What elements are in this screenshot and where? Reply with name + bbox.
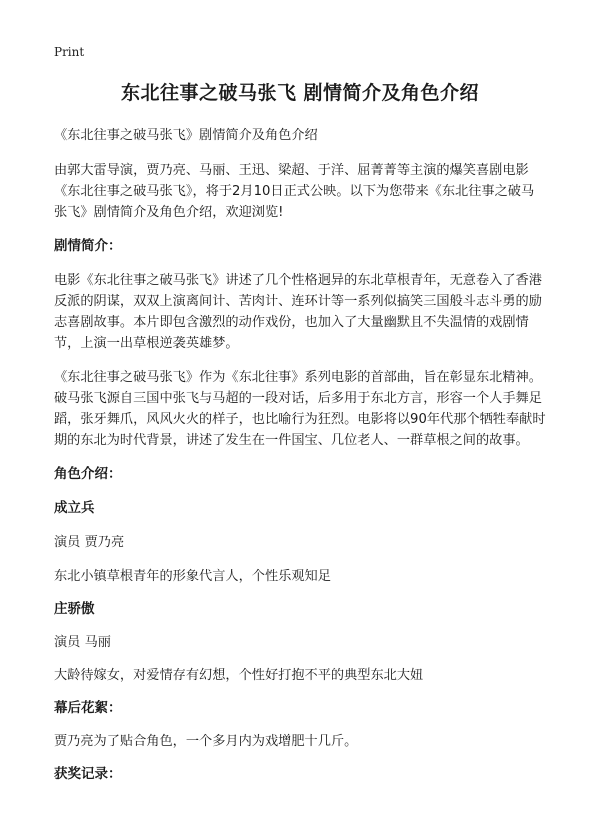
trivia-heading: 幕后花絮： (54, 700, 122, 716)
plot-paragraph: 电影《东北往事之破马张飞》讲述了几个性格迥异的东北草根青年，无意卷入了香港反派的阴谋，双双上演离间计、苦肉计、连环计等一系列似搞笑三国般斗志斗勇的励志喜剧故事。本片即包含激烈的动作戏份，也加入了大量幽默且不失温情的戏剧情节，上演一出草根逆袭英雄梦。 (54, 273, 542, 351)
role-name: 成立兵 (54, 500, 95, 516)
trivia-paragraph: 贾乃亮为了贴合角色，一个多月内为戏增肥十几斤。 (54, 734, 358, 749)
role-actor: 演员 贾乃亮 (54, 535, 125, 550)
awards-heading: 获奖记录： (54, 766, 122, 782)
document-subtitle: 《东北往事之破马张飞》剧情简介及角色介绍 (54, 128, 318, 143)
roles-heading: 角色介绍： (54, 466, 122, 482)
plot-heading: 剧情简介： (54, 238, 122, 254)
intro-paragraph: 由郭大雷导演，贾乃亮、马丽、王迅、梁超、于洋、屈菁菁等主演的爆笑喜剧电影《东北往事之破马张飞》，将于2月10日正式公映。以下为您带来《东北往事之破马张飞》剧情简介及角色介绍，欢迎浏览! (54, 163, 535, 220)
role-description: 大龄待嫁女，对爱情存有幻想，个性好打抱不平的典型东北大妞 (54, 668, 424, 683)
role-actor: 演员 马丽 (54, 635, 111, 650)
document-title: 东北往事之破马张飞 剧情简介及角色介绍 (120, 82, 480, 104)
role-description: 东北小镇草根青年的形象代言人，个性乐观知足 (54, 569, 331, 584)
plot-paragraph: 《东北往事之破马张飞》作为《东北往事》系列电影的首部曲，旨在彰显东北精神。破马张飞源自三国中张飞与马超的一段对话，后多用于东北方言，形容一个人手舞足蹈，张牙舞爪，风风火火的样子，也比喻行为狂烈。电影将以90年代那个牺牲奉献时期的东北为时代背景，讲述了发生在一件国宝、几位老人、一群草根之间的故事。 (54, 370, 546, 448)
print-link[interactable]: Print (54, 45, 85, 59)
role-name: 庄骄傲 (54, 601, 95, 617)
